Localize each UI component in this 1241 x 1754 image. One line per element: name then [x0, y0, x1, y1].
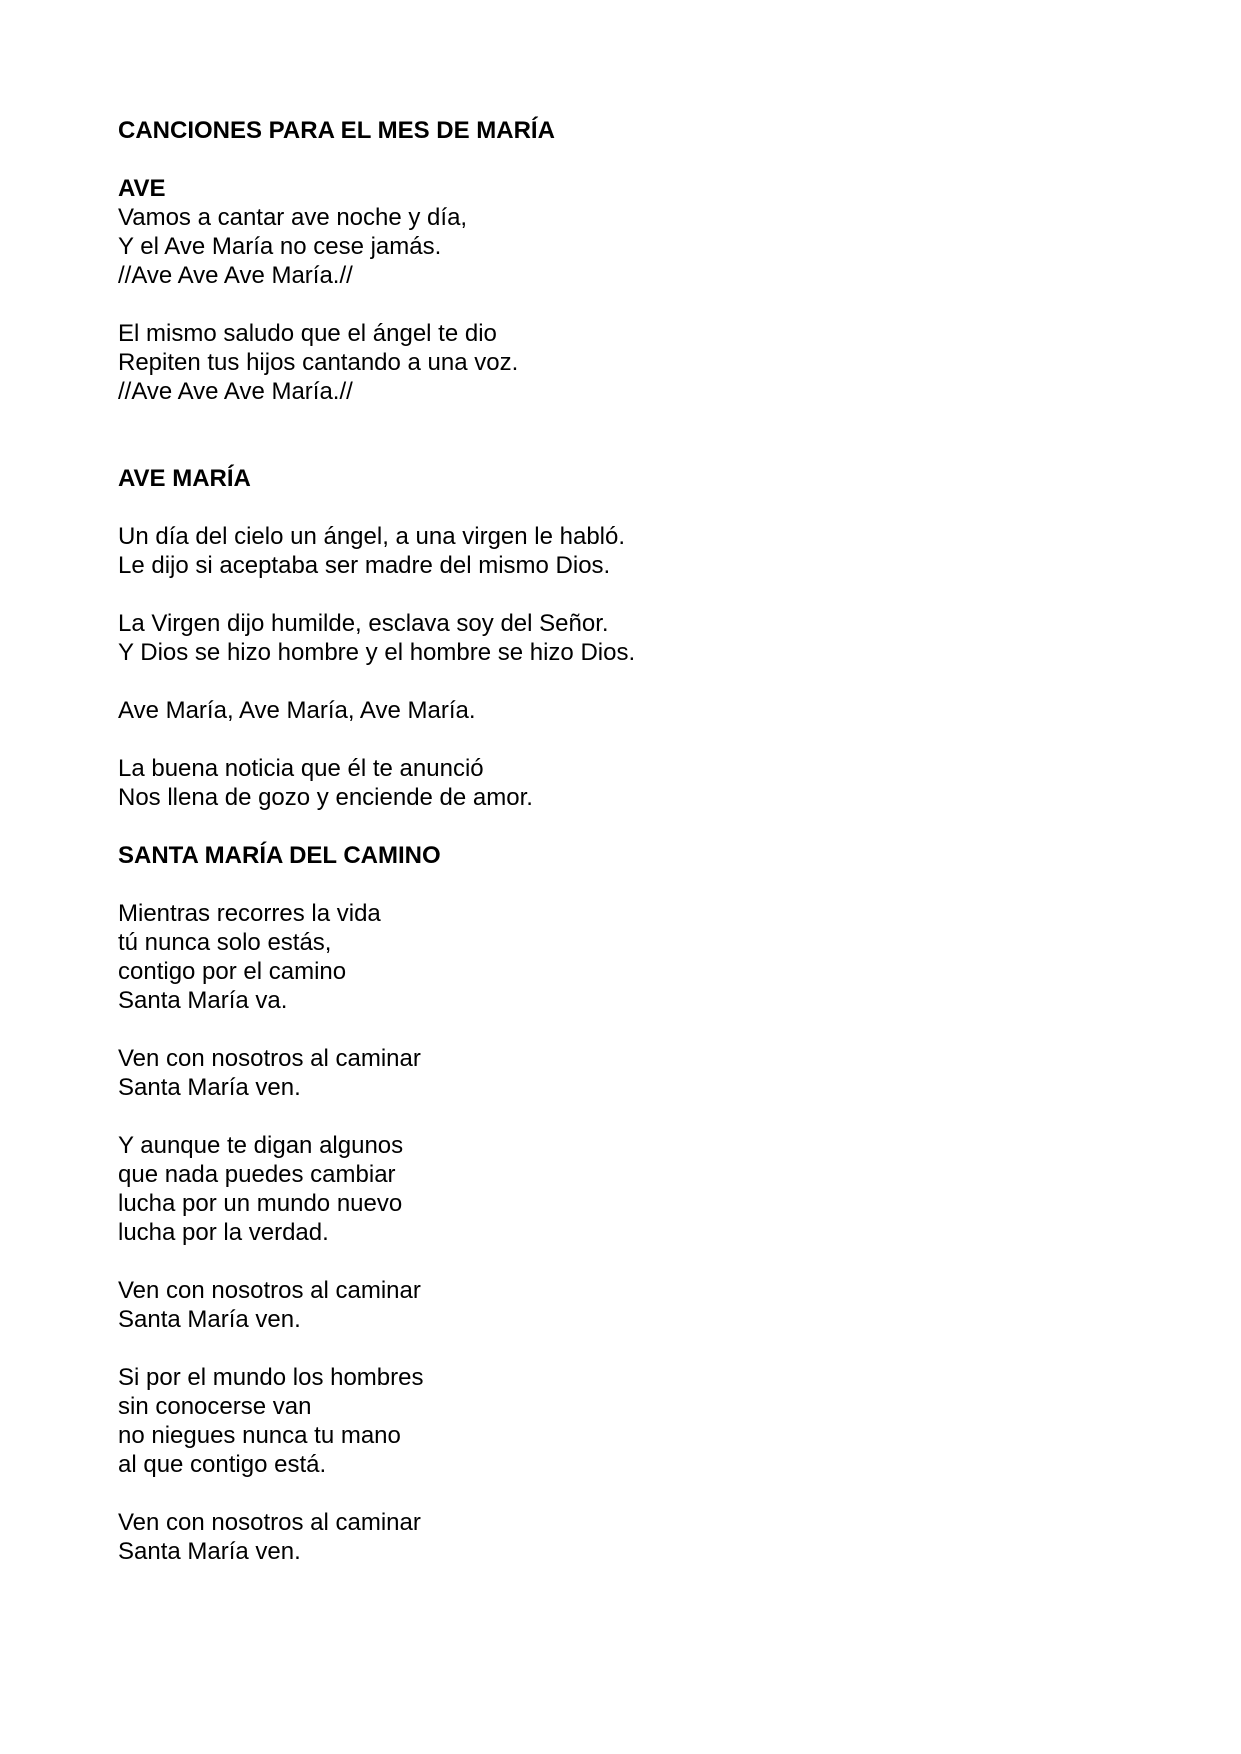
document-page	[118, 116, 1118, 1566]
lyric-line: Ven con nosotros al caminar	[118, 1277, 421, 1304]
lyric-line: lucha por la verdad.	[118, 1219, 329, 1246]
lyric-line: al que contigo está.	[118, 1451, 327, 1478]
stanza	[118, 319, 1118, 406]
lyric-line: El mismo saludo que el ángel te dio	[118, 320, 497, 347]
stanza	[118, 1276, 1118, 1334]
lyric-line: Ven con nosotros al caminar	[118, 1509, 421, 1536]
lyric-line: no niegues nunca tu mano	[118, 1422, 401, 1449]
lyric-line: Un día del cielo un ángel, a una virgen le habló.	[118, 523, 626, 550]
stanza	[118, 899, 1118, 1015]
song-ave	[118, 174, 1118, 406]
song-title: AVE	[118, 175, 166, 202]
stanza	[118, 1508, 1118, 1566]
song-ave-maria	[118, 464, 1118, 812]
document-title: CANCIONES PARA EL MES DE MARÍA	[118, 117, 555, 144]
lyric-line: Y Dios se hizo hombre y el hombre se hizo Dios.	[118, 639, 636, 666]
stanza	[118, 609, 1118, 667]
stanza	[118, 1131, 1118, 1247]
lyric-line: Repiten tus hijos cantando a una voz.	[118, 349, 519, 376]
lyric-line: Y aunque te digan algunos	[118, 1132, 404, 1159]
stanza	[118, 754, 1118, 812]
lyric-line: Santa María va.	[118, 987, 288, 1014]
lyric-line: lucha por un mundo nuevo	[118, 1190, 403, 1217]
stanza	[118, 1044, 1118, 1102]
lyric-line: Santa María ven.	[118, 1538, 301, 1565]
lyric-line: Mientras recorres la vida	[118, 900, 381, 927]
lyric-line: tú nunca solo estás,	[118, 929, 332, 956]
lyric-line: Le dijo si aceptaba ser madre del mismo Dios.	[118, 552, 611, 579]
lyric-line: La buena noticia que él te anunció	[118, 755, 484, 782]
stanza	[118, 522, 1118, 580]
lyric-line: Y el Ave María no cese jamás.	[118, 233, 442, 260]
song-title: SANTA MARÍA DEL CAMINO	[118, 842, 441, 869]
lyric-line: Nos llena de gozo y enciende de amor.	[118, 784, 533, 811]
song-santa-maria-del-camino	[118, 841, 1118, 1566]
lyric-line: contigo por el camino	[118, 958, 347, 985]
lyric-line: Ave María, Ave María, Ave María.	[118, 697, 476, 724]
lyric-line: sin conocerse van	[118, 1393, 312, 1420]
lyric-line: Vamos a cantar ave noche y día,	[118, 204, 468, 231]
stanza	[118, 203, 1118, 290]
lyric-line: Santa María ven.	[118, 1306, 301, 1333]
lyric-line: Santa María ven.	[118, 1074, 301, 1101]
lyric-line: que nada puedes cambiar	[118, 1161, 396, 1188]
stanza	[118, 696, 1118, 725]
lyric-line: //Ave Ave Ave María.//	[118, 262, 353, 289]
lyric-line: //Ave Ave Ave María.//	[118, 378, 353, 405]
lyric-line: Si por el mundo los hombres	[118, 1364, 424, 1391]
lyric-line: La Virgen dijo humilde, esclava soy del Señor.	[118, 610, 609, 637]
stanza	[118, 1363, 1118, 1479]
lyric-line: Ven con nosotros al caminar	[118, 1045, 421, 1072]
song-title: AVE MARÍA	[118, 465, 251, 492]
